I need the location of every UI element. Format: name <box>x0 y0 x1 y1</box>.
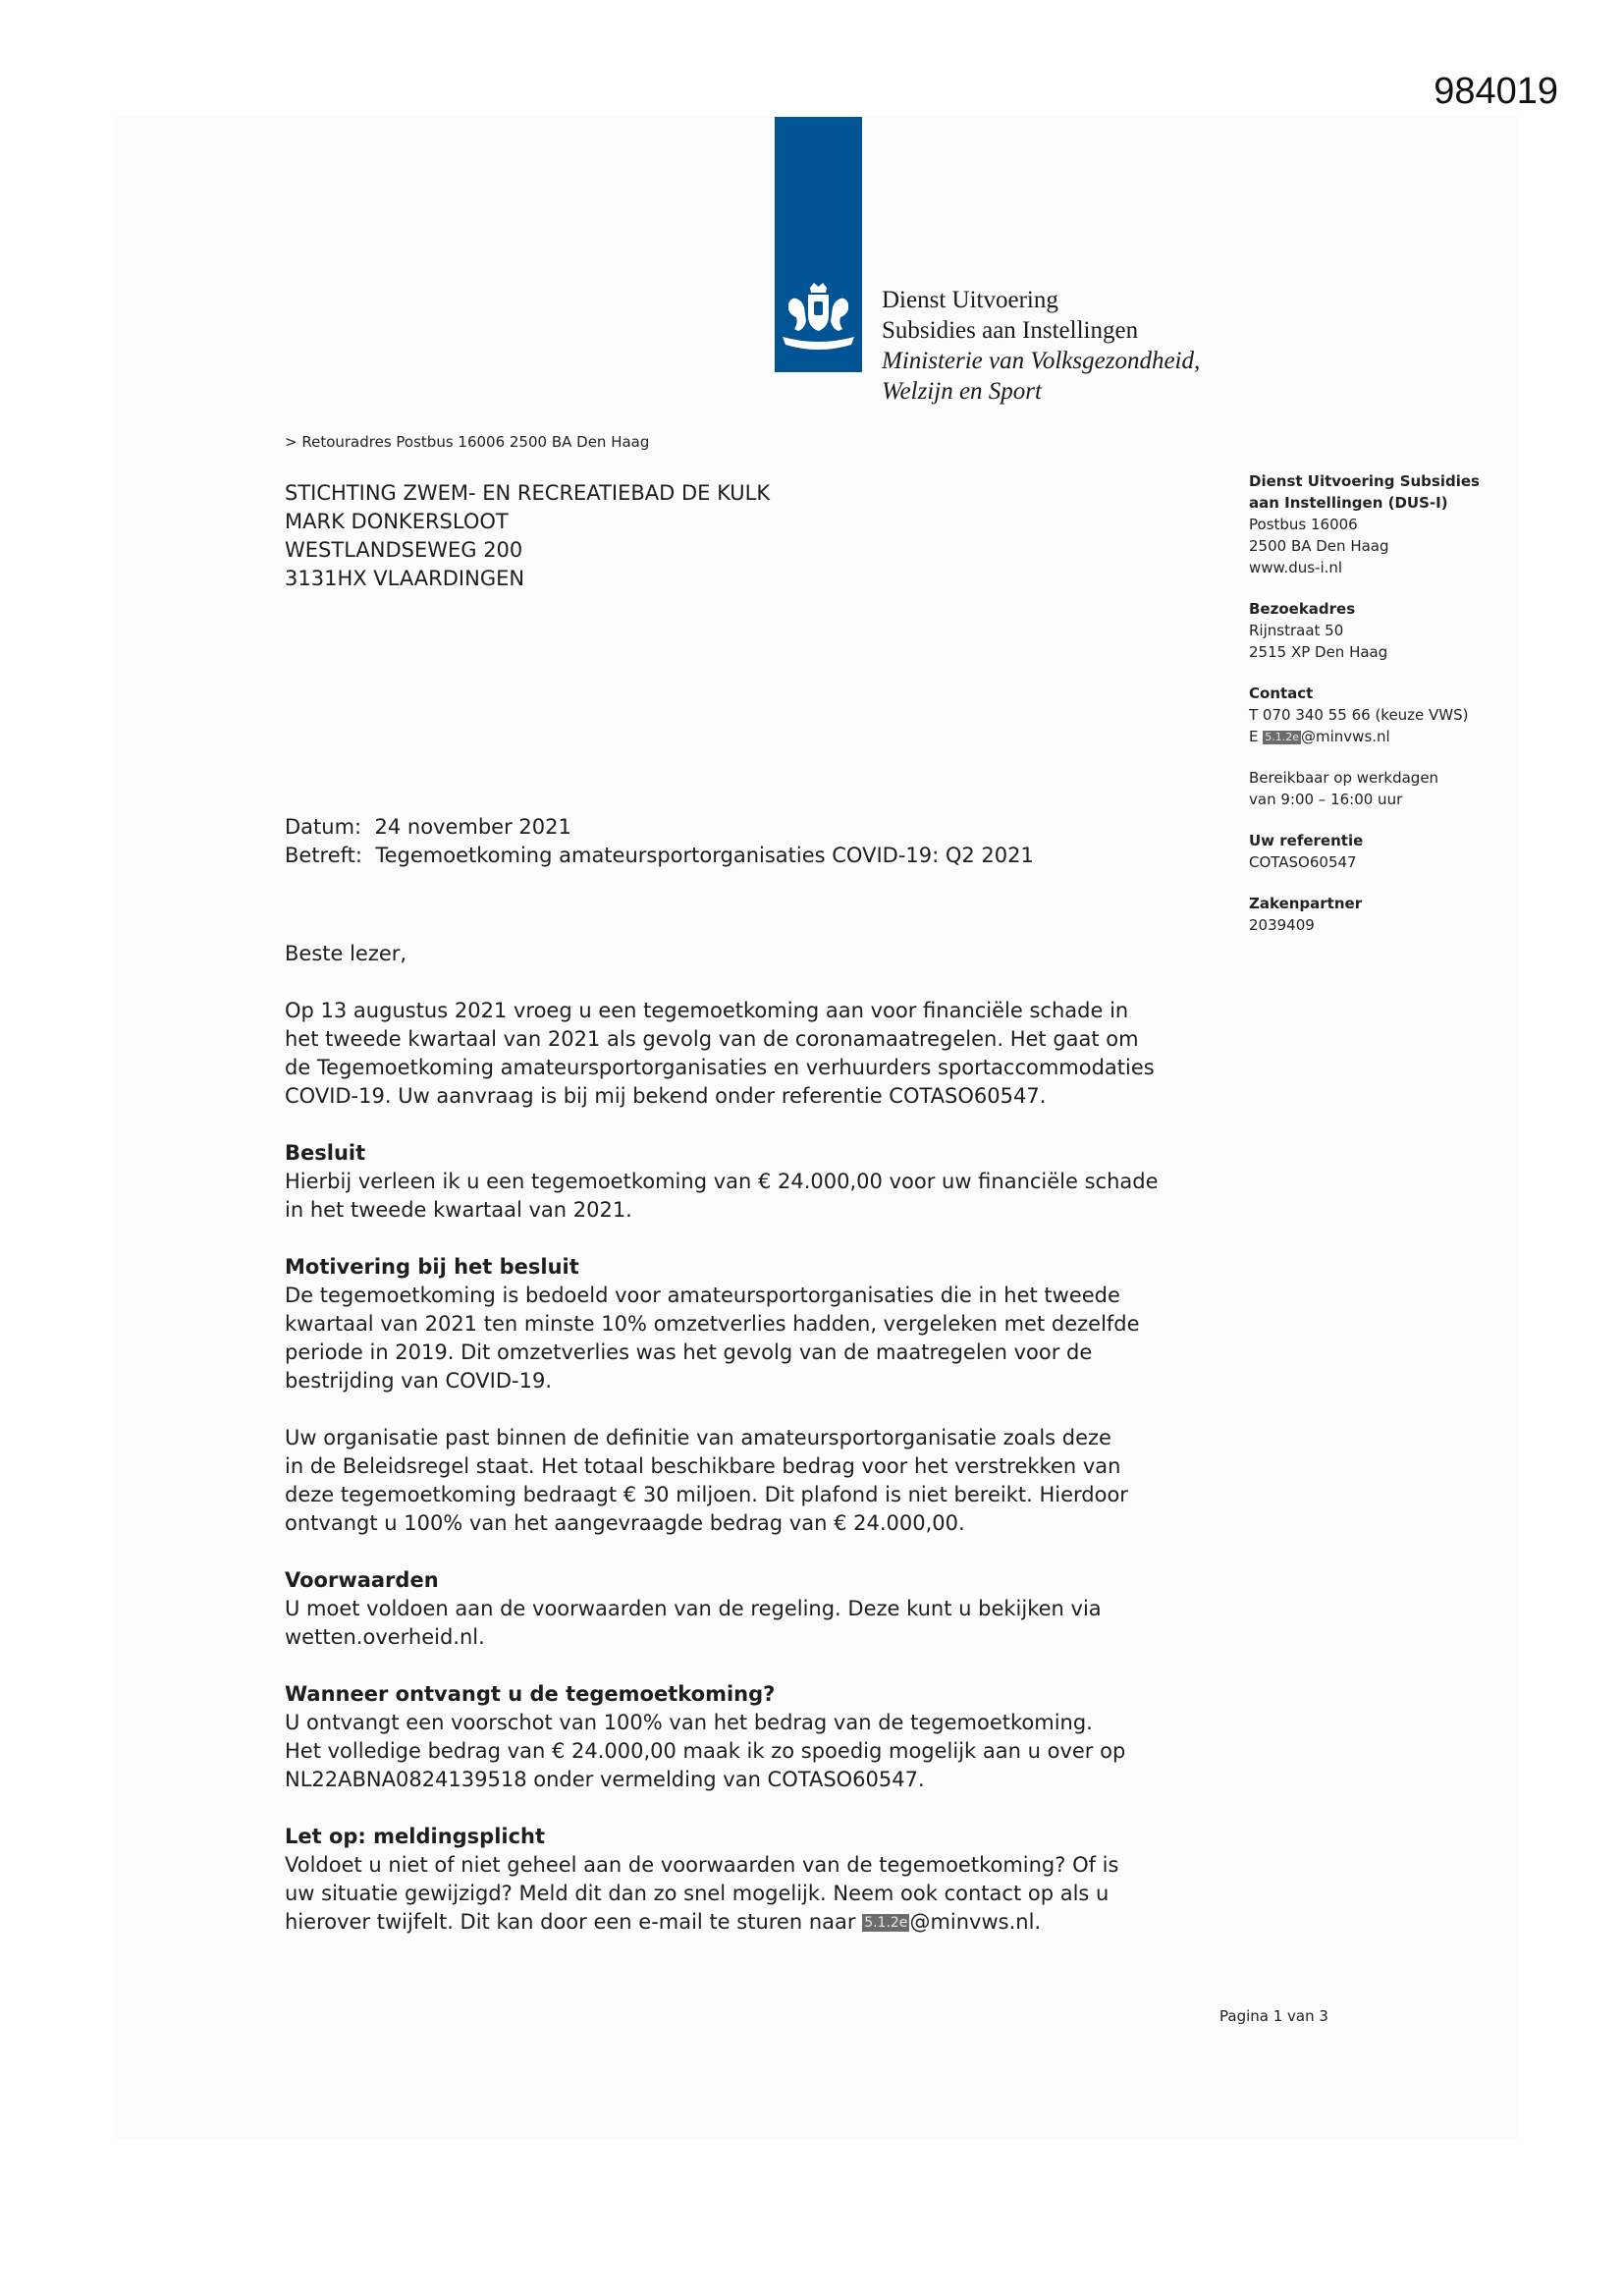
visit-address <box>1249 598 1514 663</box>
besluit-heading: Besluit <box>285 1141 366 1165</box>
motivering-line: periode in 2019. Dit omzetverlies was het gevolg van de maatregelen voor de <box>285 1340 1093 1364</box>
intro-line: Op 13 augustus 2021 vroeg u een tegemoetkoming aan voor financiële schade in <box>285 999 1129 1022</box>
intro-line: de Tegemoetkoming amateursportorganisaties en verhuurders sportaccommodaties <box>285 1056 1155 1079</box>
redaction-mark: 5.1.2e <box>864 1915 908 1931</box>
recipient-line: WESTLANDSEWEG 200 <box>285 538 523 562</box>
contact-title: Contact <box>1249 684 1314 702</box>
sender-postbus: Postbus 16006 <box>1249 516 1358 533</box>
besluit-line: in het tweede kwartaal van 2021. <box>285 1198 632 1222</box>
motivering-line: De tegemoetkoming is bedoeld voor amateursportorganisaties die in het tweede <box>285 1284 1120 1307</box>
letop-line: Voldoet u niet of niet geheel aan de voorwaarden van de tegemoetkoming? Of is <box>285 1853 1119 1877</box>
reference-title: Uw referentie <box>1249 832 1364 849</box>
sender-title: aan Instellingen (DUS-I) <box>1249 494 1448 512</box>
wanneer-line: U ontvangt een voorschot van 100% van het bedrag van de tegemoetkoming. <box>285 1711 1093 1734</box>
organisation-wordmark <box>882 285 1200 407</box>
wordmark-line-4: Welzijn en Sport <box>882 378 1042 405</box>
wordmark-line-3: Ministerie van Volksgezondheid, <box>882 348 1201 374</box>
visit-street: Rijnstraat 50 <box>1249 622 1344 639</box>
motivering-heading: Motivering bij het besluit <box>285 1255 579 1279</box>
voorwaarden-line: wetten.overheid.nl. <box>285 1625 485 1649</box>
subject-row <box>285 842 1034 870</box>
subject-label: Betreft: <box>285 844 362 867</box>
intro-line: COVID-19. Uw aanvraag is bij mij bekend onder referentie COTASO60547. <box>285 1084 1047 1108</box>
letter-meta <box>285 813 1034 870</box>
letop-email-domain: @minvws.nl. <box>909 1910 1042 1934</box>
partner-title: Zakenpartner <box>1249 895 1363 912</box>
motivering-paragraph-1 <box>285 1282 1208 1395</box>
opening-hours <box>1249 767 1514 810</box>
government-logo <box>775 117 862 372</box>
motivering-line: ontvangt u 100% van het aangevraagde bedrag van € 24.000,00. <box>285 1511 965 1535</box>
wanneer-paragraph <box>285 1709 1208 1794</box>
recipient-line: STICHTING ZWEM- EN RECREATIEBAD DE KULK <box>285 481 771 505</box>
intro-paragraph <box>285 997 1208 1111</box>
voorwaarden-line: U moet voldoen aan de voorwaarden van de regeling. Deze kunt u bekijken via <box>285 1597 1102 1620</box>
partner-value: 2039409 <box>1249 916 1315 934</box>
sender-sidebar <box>1249 470 1514 956</box>
subject-value: Tegemoetkoming amateursportorganisaties COVID-19: Q2 2021 <box>375 844 1034 867</box>
recipient-line: MARK DONKERSLOOT <box>285 510 509 533</box>
letop-paragraph <box>285 1851 1208 1937</box>
motivering-paragraph-2 <box>285 1424 1208 1538</box>
motivering-line: bestrijding van COVID-19. <box>285 1369 553 1393</box>
recipient-line: 3131HX VLAARDINGEN <box>285 567 525 590</box>
date-row <box>285 813 1034 842</box>
coat-of-arms-icon <box>775 282 862 360</box>
motivering-line: Uw organisatie past binnen de definitie van amateursportorganisatie zoals deze <box>285 1426 1111 1449</box>
contact-block <box>1249 683 1514 747</box>
contact-phone: T 070 340 55 66 (keuze VWS) <box>1249 706 1469 724</box>
contact-email <box>1249 726 1514 747</box>
intro-line: het tweede kwartaal van 2021 als gevolg van de coronamaatregelen. Het gaat om <box>285 1027 1139 1051</box>
return-address: > Retouradres Postbus 16006 2500 BA Den Haag <box>285 433 650 451</box>
wordmark-line-2: Subsidies aan Instellingen <box>882 317 1139 344</box>
wanneer-line: Het volledige bedrag van € 24.000,00 maak ik zo spoedig mogelijk aan u over op <box>285 1739 1126 1763</box>
letop-line: uw situatie gewijzigd? Meld dit dan zo snel mogelijk. Neem ook contact op als u <box>285 1882 1110 1905</box>
redaction-mark: 5.1.2e <box>1265 731 1300 743</box>
letop-line-last <box>285 1908 1208 1937</box>
sender-website: www.dus-i.nl <box>1249 559 1343 576</box>
partner-block <box>1249 893 1514 936</box>
voorwaarden-heading: Voorwaarden <box>285 1568 439 1592</box>
visit-city: 2515 XP Den Haag <box>1249 643 1388 661</box>
reference-value: COTASO60547 <box>1249 853 1357 871</box>
recipient-address <box>285 479 770 593</box>
document-number: 984019 <box>1434 71 1558 112</box>
sender-title: Dienst Uitvoering Subsidies <box>1249 472 1480 490</box>
sender-city: 2500 BA Den Haag <box>1249 537 1389 555</box>
sender-organisation <box>1249 470 1514 578</box>
letter-body <box>285 940 1208 1965</box>
wanneer-heading: Wanneer ontvangt u de tegemoetkoming? <box>285 1682 776 1706</box>
wanneer-line: NL22ABNA0824139518 onder vermelding van COTASO60547. <box>285 1768 925 1791</box>
letop-text: hierover twijfelt. Dit kan door een e-mail te sturen naar <box>285 1910 863 1934</box>
motivering-line: deze tegemoetkoming bedraagt € 30 miljoen. Dit plafond is niet bereikt. Hierdoor <box>285 1483 1128 1506</box>
motivering-line: kwartaal van 2021 ten minste 10% omzetverlies hadden, vergeleken met dezelfde <box>285 1312 1140 1336</box>
wordmark-line-1: Dienst Uitvoering <box>882 287 1058 313</box>
date-value: 24 november 2021 <box>374 815 571 839</box>
date-label: Datum: <box>285 815 362 839</box>
hours-line: Bereikbaar op werkdagen <box>1249 769 1439 787</box>
contact-email-domain: @minvws.nl <box>1301 728 1390 745</box>
hours-line: van 9:00 – 16:00 uur <box>1249 791 1403 808</box>
greeting: Beste lezer, <box>285 942 407 965</box>
contact-email-prefix: E <box>1249 728 1264 745</box>
voorwaarden-paragraph <box>285 1595 1208 1652</box>
reference-block <box>1249 830 1514 873</box>
page-number: Pagina 1 van 3 <box>1219 2007 1328 2025</box>
besluit-paragraph <box>285 1168 1208 1225</box>
besluit-line: Hierbij verleen ik u een tegemoetkoming van € 24.000,00 voor uw financiële schade <box>285 1170 1159 1193</box>
motivering-line: in de Beleidsregel staat. Het totaal beschikbare bedrag voor het verstrekken van <box>285 1454 1121 1478</box>
letop-heading: Let op: meldingsplicht <box>285 1825 546 1848</box>
visit-address-title: Bezoekadres <box>1249 600 1356 618</box>
